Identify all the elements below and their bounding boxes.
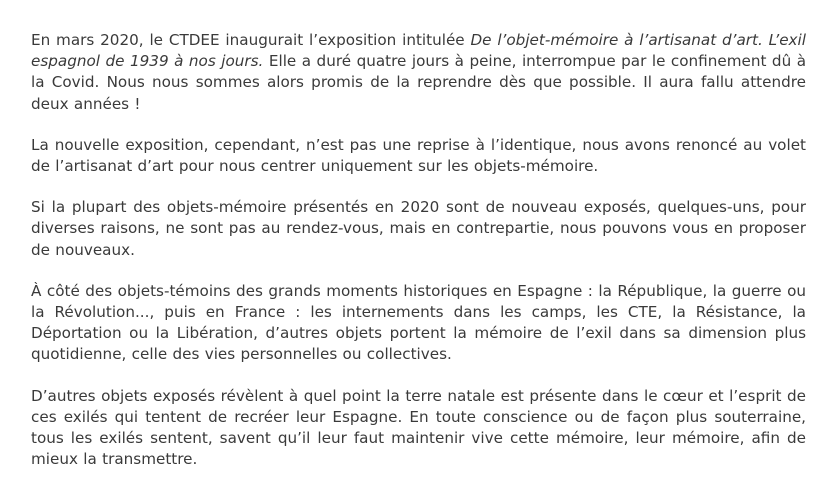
paragraph-4: [31, 281, 806, 366]
paragraph-3: [31, 197, 806, 261]
exhibition-title: De l’objet-mémoire à l’artisanat d’art. L’exil espagnol de 1939 à nos jours.: [31, 31, 806, 71]
paragraph-1: [31, 30, 806, 115]
paragraph-4-text: À côté des objets-témoins des grands moments historiques en Espagne : la République, la guerre ou la Révolution..., puis en France : les internements dans les camps, les CTE, la Résistance, la Déportation ou la Libération, d’autres objets portent la mémoire de l’exil dans sa dimension plus quotidienne, celle des vies personnelles ou collectives.: [31, 281, 806, 364]
paragraph-1-text-b: Elle a duré quatre jours à peine, interrompue par le confinement dû à la Covid. Nous nous sommes alors promis de la reprendre dès que possible. Il aura fallu attendre deux années !: [31, 52, 807, 113]
paragraph-3-text: Si la plupart des objets-mémoire présentés en 2020 sont de nouveau exposés, quelques-uns, pour diverses raisons, ne sont pas au rendez-vous, mais en contrepartie, nous pouvons vous en proposer de nouveaux.: [31, 198, 806, 259]
paragraph-1-text-a: En mars 2020, le CTDEE inaugurait l’exposition intitulée: [31, 31, 471, 49]
paragraph-5-text: D’autres objets exposés révèlent à quel point la terre natale est présente dans le cœur et l’esprit de ces exilés qui tentent de recréer leur Espagne. En toute conscience ou de façon plus souterraine, tous les exilés sentent, savent qu’il leur faut maintenir vive cette mémoire, leur mémoire, afin de mieux la transmettre.: [31, 386, 806, 469]
paragraph-2-text: La nouvelle exposition, cependant, n’est pas une reprise à l’identique, nous avons renoncé au volet de l’artisanat d’art pour nous centrer uniquement sur les objets-mémoire.: [31, 135, 806, 176]
paragraph-5: [31, 386, 806, 471]
document-page: [31, 30, 806, 470]
paragraph-2: [31, 135, 806, 177]
